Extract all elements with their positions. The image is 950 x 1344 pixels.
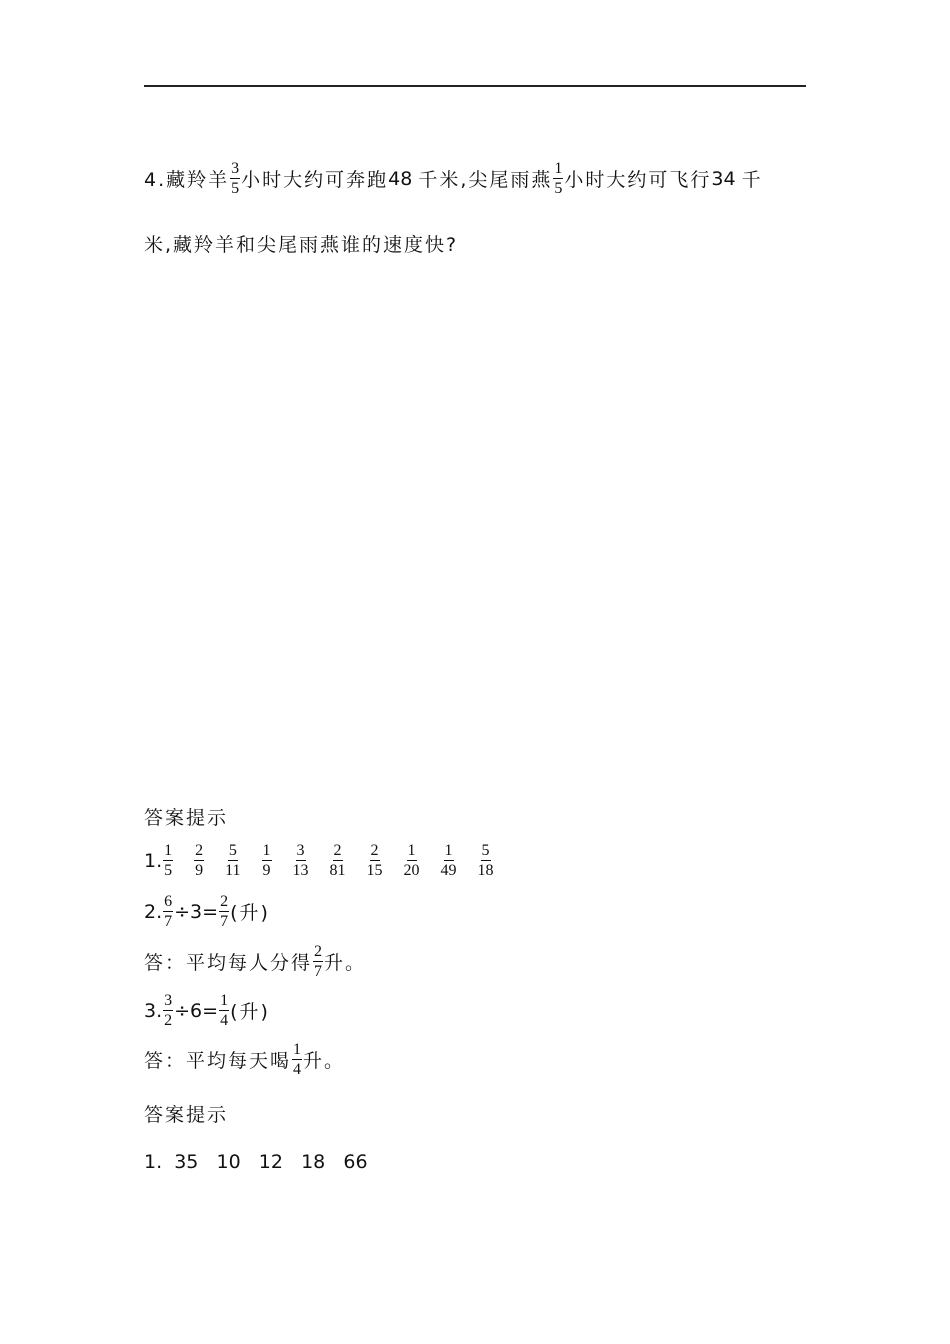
answer-2-prefix: 答：平均每人分得	[144, 952, 313, 974]
answer-2-1-row: 1. 35 10 12 18 66	[144, 1151, 368, 1173]
answer-1-fractions	[162, 842, 513, 879]
q4-fraction-1: $\frac{3}{5}$	[231, 160, 240, 197]
answer-1-fraction	[478, 842, 494, 879]
q4-text-d: 小时大约可飞行	[564, 169, 712, 191]
answer-1-fraction	[225, 842, 240, 879]
answer-1-fraction	[293, 842, 309, 879]
answer-3-statement	[144, 1041, 345, 1078]
answer-3-label: 3.	[144, 999, 163, 1022]
fraction-numerator: 3	[296, 842, 305, 859]
answer-1-label: 1.	[144, 849, 163, 872]
fraction-denominator: 11	[225, 862, 241, 879]
answer-3-unit: (升)	[230, 1001, 270, 1023]
answer-1-fraction	[262, 842, 272, 879]
fraction-denominator: 20	[403, 862, 420, 879]
fraction-numerator: 1	[407, 842, 416, 859]
answer-1-fraction	[163, 842, 173, 879]
answer-heading-2: 答案提示	[144, 1104, 229, 1126]
fraction-denominator: 9	[195, 862, 204, 879]
fraction-denominator: 15	[366, 862, 383, 879]
answer-2-suffix: 升。	[324, 952, 367, 974]
answer-3-fraction-b: $\frac{1}{4}$	[220, 992, 229, 1029]
header-rule	[144, 85, 806, 87]
answer-2-operator: ÷3=	[174, 900, 219, 923]
q4-number-48: 48	[388, 167, 413, 190]
answer-3-fraction-a: $\frac{3}{2}$	[164, 992, 173, 1029]
answer-3-result-fraction: $\frac{1}{4}$	[293, 1041, 302, 1078]
answer-2-equation	[144, 893, 270, 930]
fraction-numerator: 2	[195, 842, 204, 859]
answer-1-fraction	[441, 842, 457, 879]
answer-3-operator: ÷6=	[174, 999, 219, 1022]
answer-1-fraction	[194, 842, 204, 879]
question-4-line-1	[144, 160, 763, 197]
answer-heading-1: 答案提示	[144, 807, 229, 829]
fraction-numerator: 1	[444, 842, 453, 859]
answer-1-fraction	[404, 842, 420, 879]
q4-text-b: 小时大约可奔跑	[241, 169, 389, 191]
answer-3-equation	[144, 992, 270, 1029]
fraction-numerator: 1	[262, 842, 271, 859]
answer-1-fraction	[367, 842, 383, 879]
answer-2-fraction-b: $\frac{2}{7}$	[220, 893, 229, 930]
answer-2-statement	[144, 943, 366, 980]
fraction-denominator: 9	[262, 862, 271, 879]
answer-2-fraction-a: $\frac{6}{7}$	[164, 893, 173, 930]
q4-text-e: 千	[741, 169, 763, 191]
fraction-denominator: 5	[164, 862, 173, 879]
fraction-numerator: 2	[370, 842, 379, 859]
fraction-numerator: 5	[481, 842, 490, 859]
fraction-numerator: 5	[228, 842, 237, 859]
answer-2-result-fraction: $\frac{2}{7}$	[314, 943, 323, 980]
q4-number-34: 34	[711, 167, 736, 190]
answer-1-row	[144, 842, 514, 879]
answer-2-unit: (升)	[230, 902, 270, 924]
fraction-denominator: 49	[440, 862, 457, 879]
fraction-numerator: 1	[164, 842, 173, 859]
answer-2-label: 2.	[144, 900, 163, 923]
fraction-denominator: 18	[477, 862, 494, 879]
fraction-denominator: 13	[292, 862, 309, 879]
answer-1-fraction	[330, 842, 346, 879]
q4-fraction-2: $\frac{1}{5}$	[554, 160, 563, 197]
q4-text-a: 4.藏羚羊	[144, 169, 230, 191]
fraction-denominator: 81	[329, 862, 346, 879]
answer-3-suffix: 升。	[303, 1050, 346, 1072]
fraction-numerator: 2	[333, 842, 342, 859]
q4-text-c: 千米,尖尾雨燕	[418, 169, 553, 191]
answer-3-prefix: 答：平均每天喝	[144, 1050, 292, 1072]
question-4-line-2: 米,藏羚羊和尖尾雨燕谁的速度快?	[144, 234, 459, 256]
